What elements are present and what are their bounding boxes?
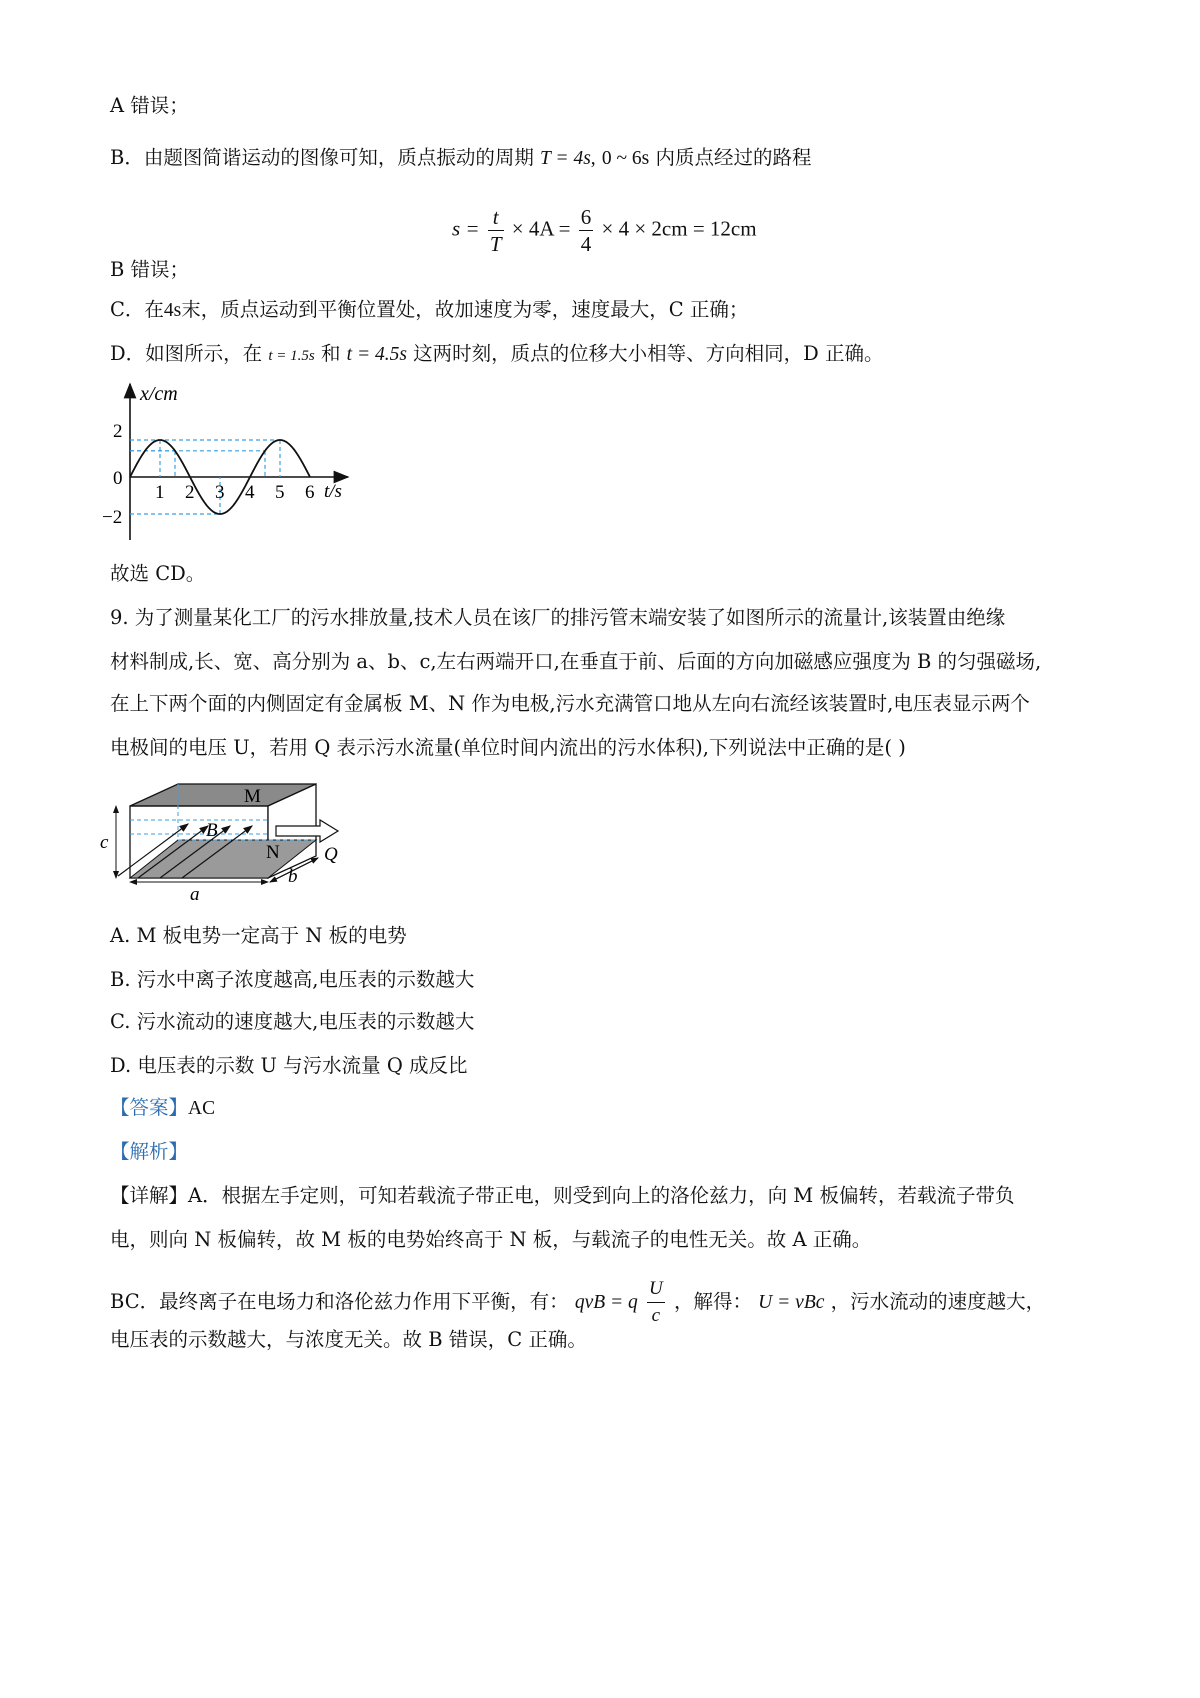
time-t1: t = 1.5s <box>268 348 315 364</box>
fraction-t-over-T <box>488 204 504 257</box>
solution-c-text <box>110 296 748 325</box>
solution-c-prefix: C．在 <box>110 298 164 321</box>
time-range: 0 ~ 6s <box>601 148 650 169</box>
bc-equation-left: qvB = q <box>574 1292 638 1313</box>
solution-b-text: B．由题图简谐运动的图像可知，质点振动的周期 T = 4s, 0 ~ 6s 内质点经过的路程 <box>110 146 812 169</box>
fraction-denominator: T <box>489 232 502 256</box>
label-b: b <box>288 866 298 887</box>
label-a: a <box>190 884 200 905</box>
option-d: D. 电压表的示数 U 与污水流量 Q 成反比 <box>110 1054 468 1077</box>
question-9-line-3: 在上下两个面的内侧固定有金属板 M、N 作为电极,污水充满管口地从左向右流经该装置时,电压表显示两个 <box>110 692 1030 715</box>
option-b: B. 污水中离子浓度越高,电压表的示数越大 <box>110 968 475 991</box>
x-axis-label: t/s <box>324 481 342 502</box>
solution-c-suffix: 末，质点运动到平衡位置处，故加速度为零，速度最大，C 正确； <box>181 298 749 321</box>
fraction-numerator: U <box>647 1276 665 1303</box>
bc-equation-2: U = vBc <box>758 1292 825 1313</box>
bc-mid: ，解得： <box>673 1290 752 1313</box>
fraction-denominator: c <box>651 1305 661 1326</box>
detail-line-4: 电压表的示数越大，与浓度无关。故 B 错误，C 正确。 <box>110 1328 587 1351</box>
answer-line <box>110 1094 215 1123</box>
detail-line-3 <box>110 1276 1045 1329</box>
formula-lhs: s = <box>452 216 480 241</box>
solution-d-suffix: 这两时刻，质点的位移大小相等、方向相同，D 正确。 <box>413 342 884 365</box>
choose-answer: 故选 CD。 <box>110 562 206 585</box>
path-formula <box>452 204 757 257</box>
fraction-numerator: 6 <box>580 205 592 229</box>
detail-line-1 <box>110 1182 1014 1210</box>
label-N: N <box>266 842 280 863</box>
bc-suffix: ，污水流动的速度越大， <box>830 1290 1046 1313</box>
option-a: A. M 板电势一定高于 N 板的电势 <box>110 924 407 947</box>
x-tick-label-4: 4 <box>245 482 255 503</box>
answer-tag: 【答案】 <box>110 1096 189 1119</box>
solution-a-verdict: A 错误； <box>110 94 189 117</box>
question-9-line-1: 9. 为了测量某化工厂的污水排放量,技术人员在该厂的排污管末端安装了如图所示的流量计,该装置由绝缘 <box>110 606 1006 629</box>
label-Q: Q <box>324 844 338 865</box>
x-tick-label-3: 3 <box>215 482 225 503</box>
label-B: B <box>206 820 218 841</box>
solution-d-mid: 和 <box>320 342 341 365</box>
detail-tag: 【详解】 <box>110 1184 189 1207</box>
y-tick-neg2: −2 <box>102 507 123 528</box>
oscillation-graph <box>100 378 370 558</box>
x-tick-label-5: 5 <box>275 482 285 503</box>
y-tick-0: 0 <box>113 468 123 489</box>
fraction-numerator: t <box>488 204 504 231</box>
formula-mid: × 4A = <box>511 216 571 241</box>
label-c: c <box>100 832 109 853</box>
option-c: C. 污水流动的速度越大,电压表的示数越大 <box>110 1010 475 1033</box>
x-tick-label-1: 1 <box>155 482 165 503</box>
y-tick-2: 2 <box>113 421 123 442</box>
y-axis-label: x/cm <box>140 383 178 405</box>
time-t2: t = 4.5s <box>346 344 407 365</box>
analysis-tag: 【解析】 <box>110 1140 189 1163</box>
fraction-denominator: 4 <box>580 232 592 256</box>
detail-line-2: 电，则向 N 板偏转，故 M 板的电势始终高于 N 板，与载流子的电性无关。故 A 正确。 <box>110 1228 872 1251</box>
fraction-U-over-c <box>647 1276 665 1329</box>
answer-value: AC <box>188 1098 216 1119</box>
time-4s: 4s <box>163 300 182 321</box>
x-tick-label-6: 6 <box>305 482 315 503</box>
fraction-6-over-4 <box>579 204 594 257</box>
question-9-line-4: 电极间的电压 U，若用 Q 表示污水流量(单位时间内流出的污水体积),下列说法中正确的是( ) <box>110 736 906 759</box>
solution-b-prefix: B．由题图简谐运动的图像可知，质点振动的周期 <box>110 146 534 169</box>
bc-prefix: BC．最终离子在电场力和洛伦兹力作用下平衡，有： <box>110 1290 569 1313</box>
formula-rhs: × 4 × 2cm = 12cm <box>601 216 757 241</box>
solution-b-verdict: B 错误； <box>110 258 190 281</box>
x-tick-label-2: 2 <box>185 482 195 503</box>
solution-b-suffix: 内质点经过的路程 <box>655 146 812 169</box>
analysis-line <box>110 1138 188 1166</box>
label-M: M <box>244 786 261 807</box>
solution-d-text <box>110 340 884 370</box>
question-9-line-2: 材料制成,长、宽、高分别为 a、b、c,左右两端开口,在垂直于前、后面的方向加磁感应强度为 B 的匀强磁场, <box>110 650 1042 673</box>
detail-text-1: A．根据左手定则，可知若载流子带正电，则受到向上的洛伦兹力，向 M 板偏转，若载流子带负 <box>188 1184 1015 1207</box>
flowmeter-diagram <box>98 778 368 908</box>
period-value: T = 4s <box>540 148 591 169</box>
axis-ticks <box>155 482 315 503</box>
solution-d-prefix: D．如图所示，在 <box>110 342 263 365</box>
